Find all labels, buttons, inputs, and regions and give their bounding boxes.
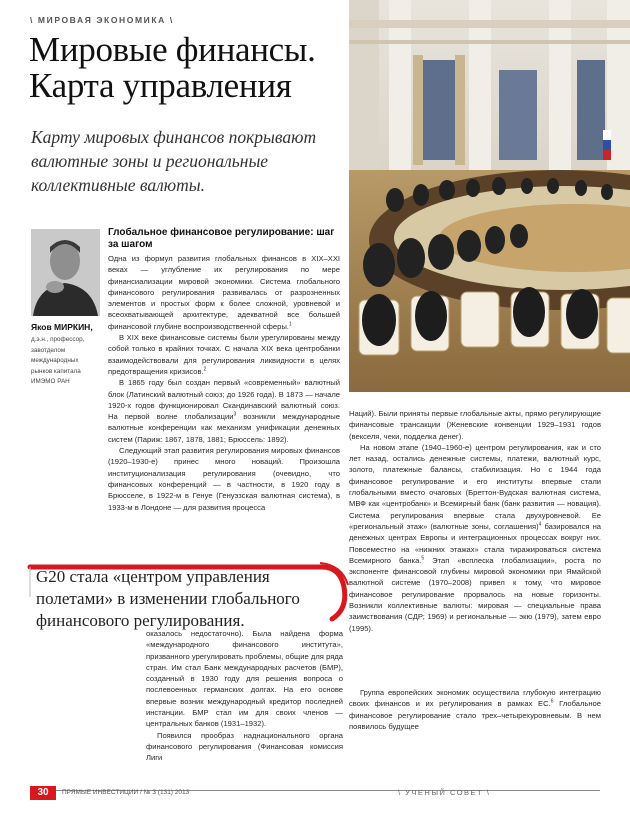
author-portrait (31, 229, 100, 316)
paragraph: На новом этапе (1940–1960-е) центром регулирования, как и сто лет назад, остались денежные системы, платежи, валютный курс, золото, платежные балансы, стабилизация. Но с 1944 года финансовое регулирование и его институты впервые стали глобальными вместо очаговых (Бреттон-Вудская валютная система, МВФ как «центробанк» и Всемирный банк (банк развития — новация). Система регулирования впервые стала двухуровневой. Ее «региональный этаж» (валютные зоны, соглашения)$^4$ базировался на денежных центрах Европы и интеграционных процессах вокруг них. Повсеместно на «нижних этажах» стала тиражироваться система Всемирного банка.$^5$ Этап «всплеска глобализации», роста по экспоненте финансовой глубины мировой экономики при Ямайской валютной системе (1970–2008) привел к тому, что мировое финансовое регулирование прорвалось на новые горизонты. Возникли коллективные валюты: мировая — специальные права заимствования (СДР; 1969) и региональные — экю (1979), затем евро (1995). (349, 442, 601, 633)
footnote-ref: 5 (421, 555, 425, 562)
title-line-2: Карта управления (29, 66, 292, 105)
paragraph: Наций). Были приняты первые глобальные акты, прямо регулирующие финансовые трансакции (Женевские конвенции 1929–1931 годов (векселя, чеки, подделка денег). (349, 409, 601, 441)
footnote-ref: 1 (288, 321, 292, 328)
title-line-1: Мировые финансы. (29, 30, 316, 69)
conference-photo (349, 0, 630, 392)
page-number: 30 (30, 786, 56, 800)
footnote-ref: 4 (538, 521, 542, 528)
paragraph: оказалось недостаточно). Была найдена форма «международного финансового института», призванного урегулировать проблемы, общие для ряда стран. Им стал Банк международных расчетов (БМР), созданный в 1930 году для решения вопроса о послевоенных германских долгах. На его основе впервые возник международный кредитор последней инстанции. БМР стал им для своих членов — центральных банков (1931–1932). (146, 629, 343, 729)
author-bio-line: рынков капитала (31, 367, 81, 375)
paragraph: Одна из формул развития глобальных финансов в XIX–XXI веках — углубление их регулирования по мере финансиализации мировой экономики. Система глобального финансового регулирования развивалась от разрозненных элементов и простых форм к более сложной, уровневой и всеохватывающей архитектуре, адекватной все большей финансовой глубине воспроизводственной сферы.$^1$ (108, 254, 340, 331)
text-column-1 (108, 253, 340, 513)
text-column-2 (349, 408, 601, 634)
paragraph: В XIX веке финансовые системы были урегулированы между собой только в крайних точках. С начала XIX века центробанки взаимодействовали для регулирования ликвидности в целях предотвращения кризисов.$^2$ (108, 333, 340, 376)
author-bio-line: д.э.н., профессор, (31, 336, 85, 343)
author-photo (31, 229, 100, 316)
paragraph: В 1865 году был создан первый «современный» валютный блок (Латинский валютный союз; до 1926 года). В 1873 — начале 1920-х годов функционировал Скандинавский валютный союз. На первой волне глобализации$^3$ возникли международные валютные конференции как механизм унификации денежных систем (Париж: 1867, 1878, 1881; Брюссель: 1892). (108, 378, 340, 444)
publication-info: ПРЯМЫЕ ИНВЕСТИЦИИ / № 3 (131) 2013 (62, 789, 190, 796)
article-title (29, 32, 349, 104)
conference-photo-illustration (349, 0, 630, 392)
footnote-ref: 3 (233, 411, 237, 418)
author-name: Яков МИРКИН, (31, 322, 93, 332)
paragraph: Группа европейских экономик осуществила глубокую интеграцию своих финансов и их регулирования в рамках ЕС.$^6$ Глобальное финансовое регулирование стало трех–четырехуровневым. В нем появилось будущее (349, 688, 601, 731)
article-lead: Карту мировых финансов покрывают валютные зоны и региональные коллективные валюты. (31, 127, 317, 195)
footnote-ref: 6 (550, 698, 554, 705)
section-label: \ УЧЕНЫЙ СОВЕТ \ (398, 788, 491, 797)
rubric: \ МИРОВАЯ ЭКОНОМИКА \ (30, 15, 174, 25)
section-heading: Глобальное финансовое регулирование: шаг за шагом (108, 227, 335, 250)
author-bio (31, 335, 101, 388)
paragraph: Появился прообраз наднационального органа финансового регулирования (Финансовая комиссия Лиги (146, 730, 343, 763)
pull-quote: G20 стала «центром управления полетами» в изменении глобального финансового регулирования. (36, 567, 300, 630)
author-bio-line: международных (31, 357, 79, 364)
author-bio-line: ИМЭМО РАН (31, 378, 70, 385)
footnote-ref: 2 (203, 366, 207, 373)
author-bio-line: завотделом (31, 346, 66, 354)
text-column-4 (349, 687, 601, 732)
paragraph: Следующий этап развития регулирования мировых финансов (1920–1930-е) принес много новаций. Произошла институционализация регулирования (очевидно, что финансовых конференций — в частности, в 1920 году в Брюсселе, в 1922-м в Генуе (Генуэзская валютная система), в 1933-м в Лондоне — для развития процесса (108, 446, 340, 512)
text-column-3 (146, 628, 343, 764)
